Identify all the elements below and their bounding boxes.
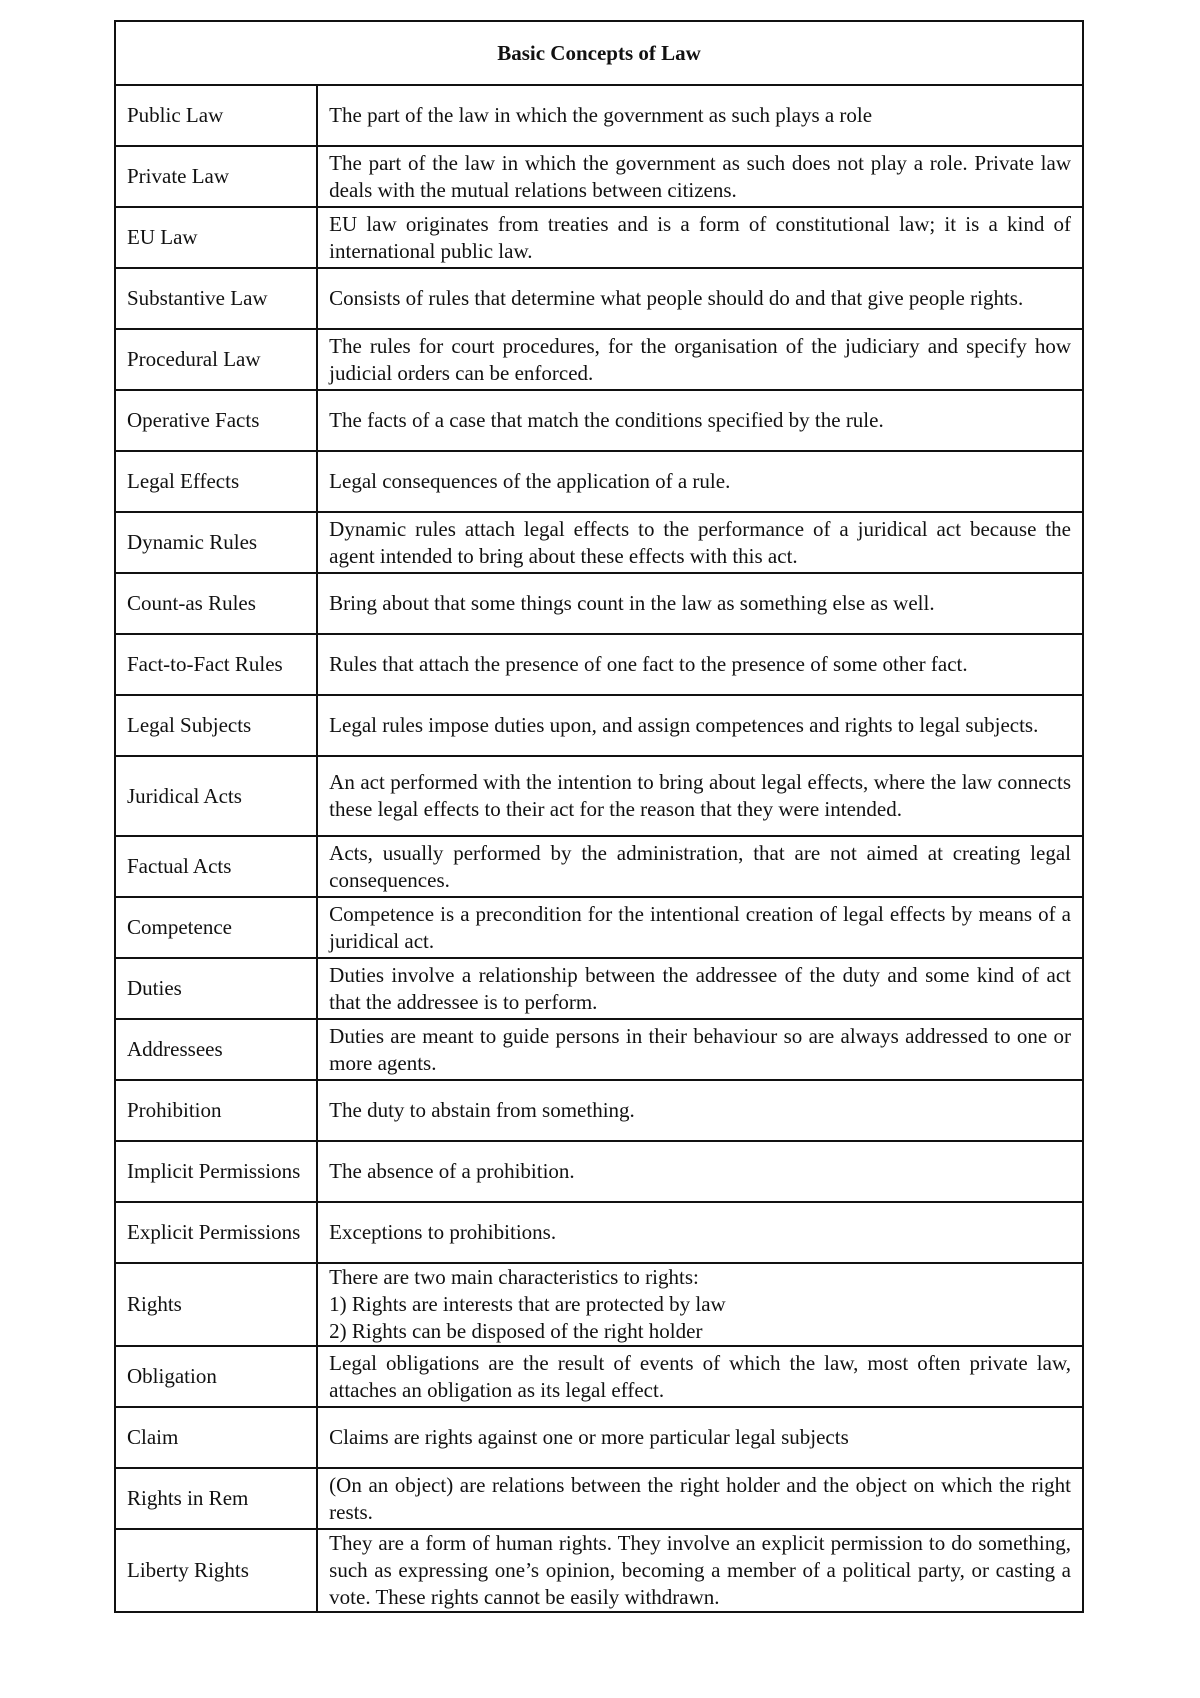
definition-cell: The part of the law in which the government as such plays a role xyxy=(317,85,1083,146)
concepts-table xyxy=(114,20,1084,1613)
table-row xyxy=(115,695,1083,756)
table-row xyxy=(115,85,1083,146)
definition-cell: They are a form of human rights. They involve an explicit permission to do something, such as expressing one’s opinion, becoming a member of a political party, or casting a vote. These rights cannot be easily withdrawn. xyxy=(317,1529,1083,1612)
table-row xyxy=(115,1407,1083,1468)
definition-line: 2) Rights can be disposed of the right holder xyxy=(329,1319,703,1343)
table-row xyxy=(115,1019,1083,1080)
definition-cell: Duties are meant to guide persons in their behaviour so are always addressed to one or more agents. xyxy=(317,1019,1083,1080)
definition-cell: Claims are rights against one or more particular legal subjects xyxy=(317,1407,1083,1468)
term-cell: Factual Acts xyxy=(115,836,317,897)
definition-cell: Rules that attach the presence of one fact to the presence of some other fact. xyxy=(317,634,1083,695)
term-cell: Rights in Rem xyxy=(115,1468,317,1529)
definition-cell: Exceptions to prohibitions. xyxy=(317,1202,1083,1263)
table-row xyxy=(115,1468,1083,1529)
definition-cell: Legal obligations are the result of events of which the law, most often private law, attaches an obligation as its legal effect. xyxy=(317,1346,1083,1407)
definition-cell: The duty to abstain from something. xyxy=(317,1080,1083,1141)
term-cell: EU Law xyxy=(115,207,317,268)
term-cell: Procedural Law xyxy=(115,329,317,390)
definition-cell: The absence of a prohibition. xyxy=(317,1141,1083,1202)
term-cell: Obligation xyxy=(115,1346,317,1407)
term-cell: Private Law xyxy=(115,146,317,207)
table-row xyxy=(115,756,1083,836)
term-cell: Implicit Permissions xyxy=(115,1141,317,1202)
term-cell: Addressees xyxy=(115,1019,317,1080)
definition-cell: An act performed with the intention to bring about legal effects, where the law connects these legal effects to their act for the reason that they were intended. xyxy=(317,756,1083,836)
term-cell: Prohibition xyxy=(115,1080,317,1141)
term-cell: Duties xyxy=(115,958,317,1019)
term-cell: Legal Subjects xyxy=(115,695,317,756)
table-row xyxy=(115,207,1083,268)
term-cell: Substantive Law xyxy=(115,268,317,329)
term-cell: Liberty Rights xyxy=(115,1529,317,1612)
definition-line: There are two main characteristics to rights: xyxy=(329,1265,699,1289)
definition-cell: Bring about that some things count in the law as something else as well. xyxy=(317,573,1083,634)
table-row xyxy=(115,1346,1083,1407)
table-row xyxy=(115,958,1083,1019)
term-cell: Count-as Rules xyxy=(115,573,317,634)
term-cell: Public Law xyxy=(115,85,317,146)
term-cell: Juridical Acts xyxy=(115,756,317,836)
term-cell: Rights xyxy=(115,1263,317,1346)
definition-line: 1) Rights are interests that are protected by law xyxy=(329,1292,726,1316)
table-row xyxy=(115,146,1083,207)
table-row xyxy=(115,1263,1083,1346)
title-row xyxy=(115,21,1083,85)
table-row xyxy=(115,1202,1083,1263)
table-row xyxy=(115,390,1083,451)
table-row xyxy=(115,836,1083,897)
table-row xyxy=(115,634,1083,695)
table-row xyxy=(115,329,1083,390)
table-row xyxy=(115,573,1083,634)
definition-cell: (On an object) are relations between the right holder and the object on which the right rests. xyxy=(317,1468,1083,1529)
table-row xyxy=(115,1080,1083,1141)
term-cell: Claim xyxy=(115,1407,317,1468)
table-row xyxy=(115,451,1083,512)
definition-cell: Dynamic rules attach legal effects to the performance of a juridical act because the agent intended to bring about these effects with this act. xyxy=(317,512,1083,573)
definition-cell: Acts, usually performed by the administration, that are not aimed at creating legal consequences. xyxy=(317,836,1083,897)
definition-cell: Consists of rules that determine what people should do and that give people rights. xyxy=(317,268,1083,329)
definition-cell xyxy=(317,1263,1083,1346)
table-row xyxy=(115,1141,1083,1202)
term-cell: Explicit Permissions xyxy=(115,1202,317,1263)
definition-cell: EU law originates from treaties and is a form of constitutional law; it is a kind of international public law. xyxy=(317,207,1083,268)
table-row xyxy=(115,897,1083,958)
document-title: Basic Concepts of Law xyxy=(115,21,1083,85)
term-cell: Operative Facts xyxy=(115,390,317,451)
definition-cell: The facts of a case that match the conditions specified by the rule. xyxy=(317,390,1083,451)
table-row xyxy=(115,268,1083,329)
definition-cell: The part of the law in which the government as such does not play a role. Private law deals with the mutual relations between citizens. xyxy=(317,146,1083,207)
definition-cell: Legal consequences of the application of a rule. xyxy=(317,451,1083,512)
definition-cell: Legal rules impose duties upon, and assign competences and rights to legal subjects. xyxy=(317,695,1083,756)
table-row xyxy=(115,1529,1083,1612)
definition-cell: Competence is a precondition for the intentional creation of legal effects by means of a juridical act. xyxy=(317,897,1083,958)
term-cell: Legal Effects xyxy=(115,451,317,512)
term-cell: Fact-to-Fact Rules xyxy=(115,634,317,695)
table-row xyxy=(115,512,1083,573)
term-cell: Dynamic Rules xyxy=(115,512,317,573)
definition-cell: The rules for court procedures, for the organisation of the judiciary and specify how judicial orders can be enforced. xyxy=(317,329,1083,390)
definition-cell: Duties involve a relationship between the addressee of the duty and some kind of act that the addressee is to perform. xyxy=(317,958,1083,1019)
term-cell: Competence xyxy=(115,897,317,958)
